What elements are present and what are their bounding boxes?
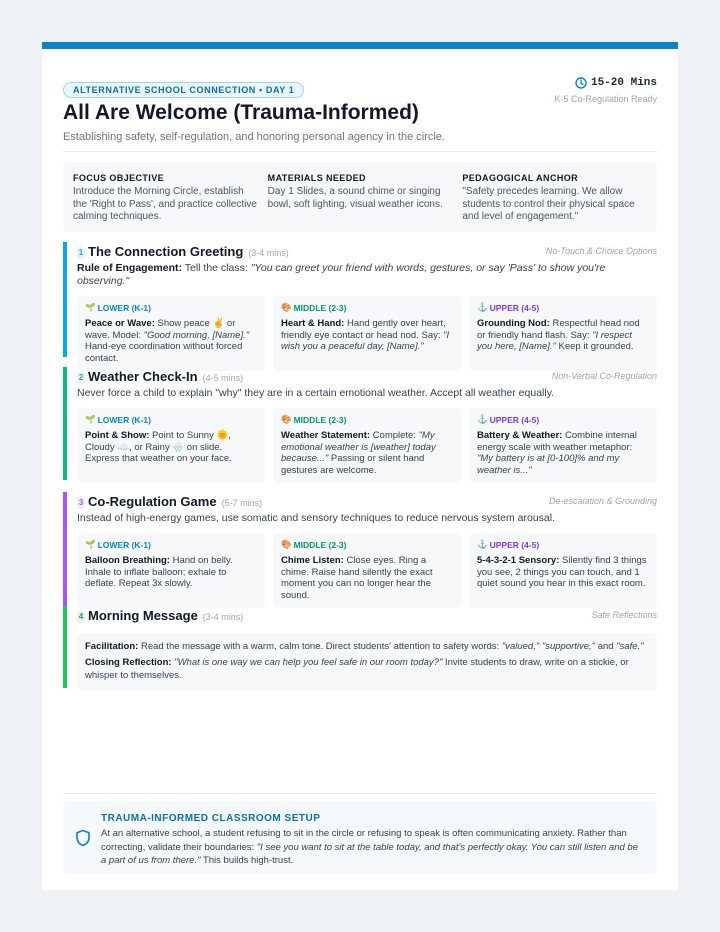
card-lower (77, 533, 265, 608)
duration-label: 15-20 Mins (590, 77, 657, 89)
section-time: (3-4 mins) (248, 248, 289, 258)
card-lower (77, 408, 265, 483)
level-label: UPPER (4-5) (489, 414, 540, 425)
card-level (281, 414, 453, 425)
overview-text: "Safety precedes learning. We allow students to control their physical space and level of engagement." (462, 186, 635, 222)
card-text (477, 318, 649, 353)
palette-icon: 🎨 (281, 302, 292, 312)
callout-tail: This builds high-trust. (202, 855, 294, 866)
activity-quote: "My battery is at [0-100]% and my weather is..." (477, 453, 620, 476)
level-label: LOWER (K-1) (97, 414, 151, 425)
level-label: MIDDLE (2-3) (293, 302, 347, 313)
section-intro: Never force a child to explain "why" they are in a certain emotional weather. Accept all weather equally. (77, 387, 555, 399)
activity-desc: Combine internal energy scale with weather metaphor: (477, 430, 637, 453)
anchor-icon: ⚓ (477, 414, 488, 424)
card-level (85, 539, 257, 550)
card-lower (77, 296, 265, 371)
level-label: UPPER (4-5) (489, 539, 540, 550)
card-text (85, 318, 257, 364)
rule-of-engagement (77, 262, 657, 288)
palette-icon: 🎨 (281, 414, 292, 424)
card-text (281, 430, 453, 476)
card-text (85, 555, 257, 590)
overview-heading: FOCUS OBJECTIVE (73, 173, 165, 183)
materials-needed (268, 173, 453, 221)
safety-words: "valued," "supportive," (501, 641, 596, 652)
activity-note: Hand-eye coordination without forced contact. (85, 341, 243, 364)
safe-word: "safe." (616, 641, 644, 652)
callout-text (101, 827, 645, 868)
section-header (77, 494, 657, 511)
setup-callout (63, 801, 657, 874)
overview-heading: PEDAGOGICAL ANCHOR (462, 173, 579, 183)
level-cards (77, 296, 657, 371)
card-level (477, 302, 649, 313)
activity-desc: Hand on belly. Inhale to inflate balloon; exhale to deflate. Repeat 3x slowly. (85, 555, 233, 589)
section-number: 1 (78, 248, 84, 257)
card-upper (469, 296, 657, 371)
level-label: MIDDLE (2-3) (293, 539, 347, 550)
activity-name: Heart & Hand: (281, 318, 345, 329)
section-number: 4 (78, 612, 84, 621)
card-text (477, 430, 649, 476)
activity-name: Point & Show: (85, 430, 150, 441)
palette-icon: 🎨 (281, 539, 292, 549)
divider (63, 151, 657, 152)
activity-desc: Show peace ✌️ or wave. Model: (85, 318, 236, 341)
callout-heading: TRAUMA-INFORMED CLASSROOM SETUP (101, 813, 321, 824)
section-tag: No-Touch & Choice Options (545, 246, 657, 256)
activity-quote: "I wish you a peaceful day, [Name]." (281, 329, 450, 352)
section-connection-greeting (63, 242, 657, 364)
facilitation-text: Read the message with a warm, calm tone. Direct students' attention to safety words: (140, 641, 500, 652)
sprout-icon: 🌱 (85, 414, 96, 424)
section-number: 3 (78, 498, 84, 507)
facilitation (85, 640, 649, 653)
section-morning-message (63, 606, 657, 688)
clock-icon (575, 77, 587, 89)
activity-name: Chime Listen: (281, 555, 344, 566)
card-middle (273, 296, 461, 371)
activity-desc: Respectful head nod or friendly hand flash. Say: (477, 318, 640, 341)
card-text (85, 430, 257, 465)
activity-quote: "Good morning, [Name]." (143, 329, 250, 341)
activity-name: Weather Statement: (281, 430, 371, 441)
page-subtitle: Establishing safety, self-regulation, and honoring personal agency in the circle. (63, 131, 445, 143)
activity-desc: Hand gently over heart, friendly eye contact or head nod. Say: (281, 318, 446, 341)
section-weather-check-in (63, 367, 657, 480)
activity-name: Grounding Nod: (477, 318, 550, 329)
message-box (77, 633, 657, 691)
section-intro: Instead of high-energy games, use somatic and sensory techniques to reduce nervous system arousal. (77, 512, 556, 524)
section-co-regulation-game (63, 492, 657, 607)
level-label: UPPER (4-5) (489, 302, 540, 313)
level-cards (77, 533, 657, 608)
activity-desc: Complete: (372, 430, 416, 441)
card-text (281, 555, 453, 601)
level-label: LOWER (K-1) (97, 302, 151, 313)
page-title: All Are Welcome (Trauma-Informed) (63, 101, 419, 124)
section-number: 2 (78, 373, 84, 382)
divider (63, 793, 657, 794)
card-upper (469, 408, 657, 483)
card-middle (273, 408, 461, 483)
activity-quote: "I respect you here, [Name]." (477, 329, 632, 352)
program-pill: ALTERNATIVE SCHOOL CONNECTION • DAY 1 (63, 82, 304, 98)
shield-icon (75, 829, 91, 847)
card-level (85, 302, 257, 313)
rule-label: Rule of Engagement: (77, 262, 183, 274)
card-middle (273, 533, 461, 608)
readiness-label: K-5 Co-Regulation Ready (554, 94, 657, 104)
activity-desc: Close eyes. Ring a chime. Raise hand silently the exact moment you can no longer hear the sound. (281, 555, 433, 601)
section-title: Co-Regulation Game (88, 494, 217, 509)
overview-text: Day 1 Slides, a sound chime or singing bowl, soft lighting, visual weather icons. (267, 186, 443, 210)
card-upper (469, 533, 657, 608)
activity-name: Peace or Wave: (85, 318, 155, 329)
rule-quote: "You can greet your friend with words, gestures, or say 'Pass' to show you're observing." (77, 262, 606, 287)
overview-heading: MATERIALS NEEDED (267, 173, 366, 183)
section-time: (4-5 mins) (202, 373, 244, 383)
activity-note: Passing or silent hand gestures are welcome. (281, 453, 425, 476)
anchor-icon: ⚓ (477, 539, 488, 549)
section-time: (5-7 mins) (221, 498, 263, 508)
activity-name: 5-4-3-2-1 Sensory: (477, 555, 560, 566)
section-title: The Connection Greeting (88, 244, 244, 259)
activity-name: Balloon Breathing: (85, 555, 170, 566)
callout-body: At an alternative school, a student refusing to sit in the circle or refusing to speak is often communicating anxiety. Rather than correcting, validate their boundaries: (101, 828, 627, 853)
level-cards (77, 408, 657, 483)
sprout-icon: 🌱 (85, 539, 96, 549)
section-tag: Non-Verbal Co-Regulation (551, 371, 657, 381)
sprout-icon: 🌱 (85, 302, 96, 312)
anchor-icon: ⚓ (477, 302, 488, 312)
overview-text: Introduce the Morning Circle, establish the 'Right to Pass', and practice collective calming techniques. (73, 186, 257, 222)
pedagogical-anchor (462, 173, 647, 221)
activity-note: Keep it grounded. (558, 341, 634, 352)
section-header (77, 608, 657, 625)
closing-quote: "What is one way we can help you feel safe in our room today?" (174, 657, 443, 668)
card-level (85, 414, 257, 425)
closing-label: Closing Reflection: (85, 657, 172, 668)
overview-panel (63, 162, 657, 232)
card-level (477, 414, 649, 425)
closing-text: Invite students to draw, write on a stickie, or whisper to themselves. (85, 657, 629, 681)
card-text (477, 555, 649, 590)
activity-desc: Silently find 3 things you see, 2 things you can touch, and 1 quiet sound you hear in this exact room. (477, 555, 647, 589)
section-title: Weather Check-In (88, 369, 198, 384)
section-header (77, 244, 657, 261)
section-title: Morning Message (88, 608, 198, 623)
rule-text: Tell the class: (184, 262, 248, 274)
level-label: MIDDLE (2-3) (293, 414, 347, 425)
facilitation-label: Facilitation: (85, 641, 139, 652)
callout-quote: "I see you want to sit at the table today, and that's perfectly okay. You can still listen and be a part of us from there." (101, 841, 638, 866)
card-text (281, 318, 453, 353)
card-level (477, 539, 649, 550)
focus-objective (73, 173, 258, 221)
card-level (281, 302, 453, 313)
section-tag: Safe Reflections (591, 610, 657, 620)
and-text: and (597, 641, 614, 652)
activity-name: Battery & Weather: (477, 430, 563, 441)
activity-quote: "My emotional weather is [weather] today because..." (281, 430, 436, 464)
duration (575, 77, 657, 89)
closing-reflection (85, 656, 649, 682)
lesson-page (42, 42, 678, 890)
section-tag: De-escalation & Grounding (548, 496, 657, 506)
section-time: (3-4 mins) (202, 612, 244, 622)
card-level (281, 539, 453, 550)
section-header (77, 369, 657, 386)
level-label: LOWER (K-1) (97, 539, 151, 550)
activity-desc: Point to Sunny 🌞, Cloudy ☁️, or Rainy 🌧️ on slide. Express that weather on your face. (85, 430, 232, 464)
